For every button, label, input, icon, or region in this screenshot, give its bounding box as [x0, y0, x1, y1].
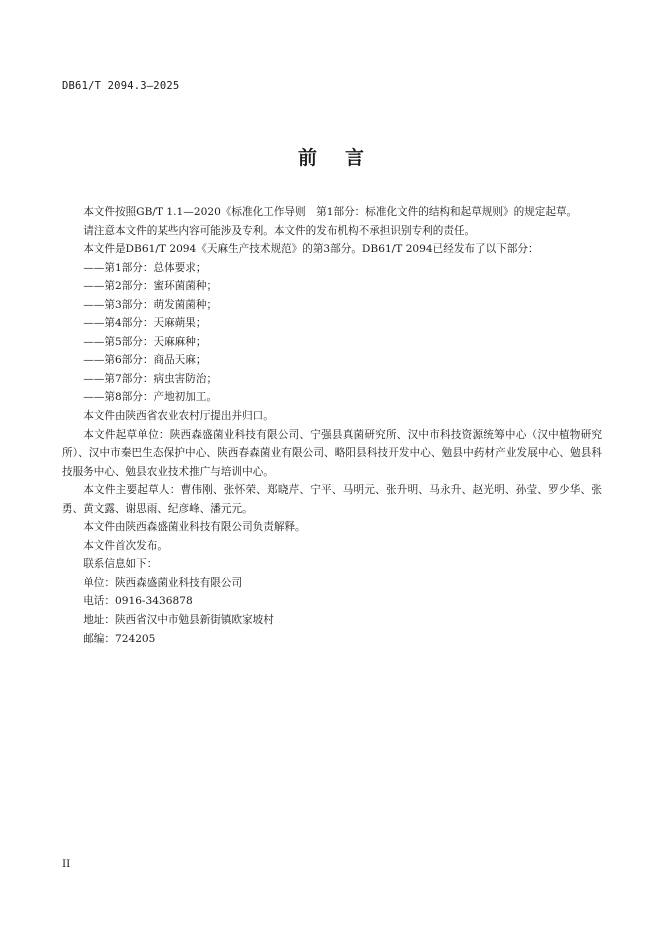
- list-item-part-2: ——第2部分：蜜环菌菌种；: [83, 280, 218, 293]
- paragraph-series-info: 本文件是DB61/T 2094《天麻生产技术规范》的第3部分。DB61/T 2094已经发布了以下部分：: [83, 243, 539, 256]
- paragraph-interpretation: 本文件由陕西森盛菌业科技有限公司负责解释。: [83, 521, 306, 534]
- list-item-part-1: ——第1部分：总体要求；: [83, 261, 207, 274]
- title-char-1: 前: [297, 147, 317, 169]
- paragraph-contact-heading: 联系信息如下：: [83, 558, 158, 571]
- list-item-part-8: ——第8部分：产地初加工。: [83, 391, 218, 404]
- foreword-body: [62, 203, 602, 648]
- paragraph-drafters: 本文件主要起草人：曹伟刚、张怀荣、郑晓芹、宁平、马明元、张升明、马永升、赵光明、孙莹、罗少华、张勇、黄文露、谢思雨、纪彦峰、潘元元。: [62, 484, 602, 515]
- page-title: [0, 143, 662, 170]
- contact-unit: 单位：陕西森盛菌业科技有限公司: [83, 576, 243, 589]
- paragraph-patent-notice: 请注意本文件的某些内容可能涉及专利。本文件的发布机构不承担识别专利的责任。: [83, 224, 476, 237]
- paragraph-drafting-basis: 本文件按照GB/T 1.1—2020《标准化工作导则 第1部分：标准化文件的结构和起草规则》的规定起草。: [83, 206, 578, 218]
- list-item-part-4: ——第4部分：天麻蒴果；: [83, 317, 207, 330]
- contact-phone: 电话：0916-3436878: [83, 595, 193, 608]
- title-char-2: 言: [345, 147, 365, 169]
- list-item-part-6: ——第6部分：商品天麻；: [83, 354, 207, 367]
- paragraph-first-release: 本文件首次发布。: [83, 539, 168, 552]
- list-item-part-7: ——第7部分：病虫害防治；: [83, 372, 218, 385]
- page-number: II: [62, 858, 71, 870]
- list-item-part-5: ——第5部分：天麻麻种；: [83, 335, 207, 348]
- list-item-part-3: ——第3部分：萌发菌菌种；: [83, 298, 218, 311]
- paragraph-proposer: 本文件由陕西省农业农村厅提出并归口。: [83, 410, 274, 423]
- contact-postcode: 邮编：724205: [83, 632, 156, 645]
- contact-address: 地址：陕西省汉中市勉县新街镇欧家坡村: [83, 614, 274, 627]
- paragraph-drafting-units: 本文件起草单位：陕西森盛菌业科技有限公司、宁强县真菌研究所、汉中市科技资源统筹中心（汉中植物研究所）、汉中市秦巴生态保护中心、陕西春森菌业有限公司、略阳县科技开发中心、勉县中药材产业发展中心、勉县科技服务中心、勉县农业技术推广与培训中心。: [62, 428, 602, 478]
- document-code: DB61/T 2094.3—2025: [62, 80, 180, 92]
